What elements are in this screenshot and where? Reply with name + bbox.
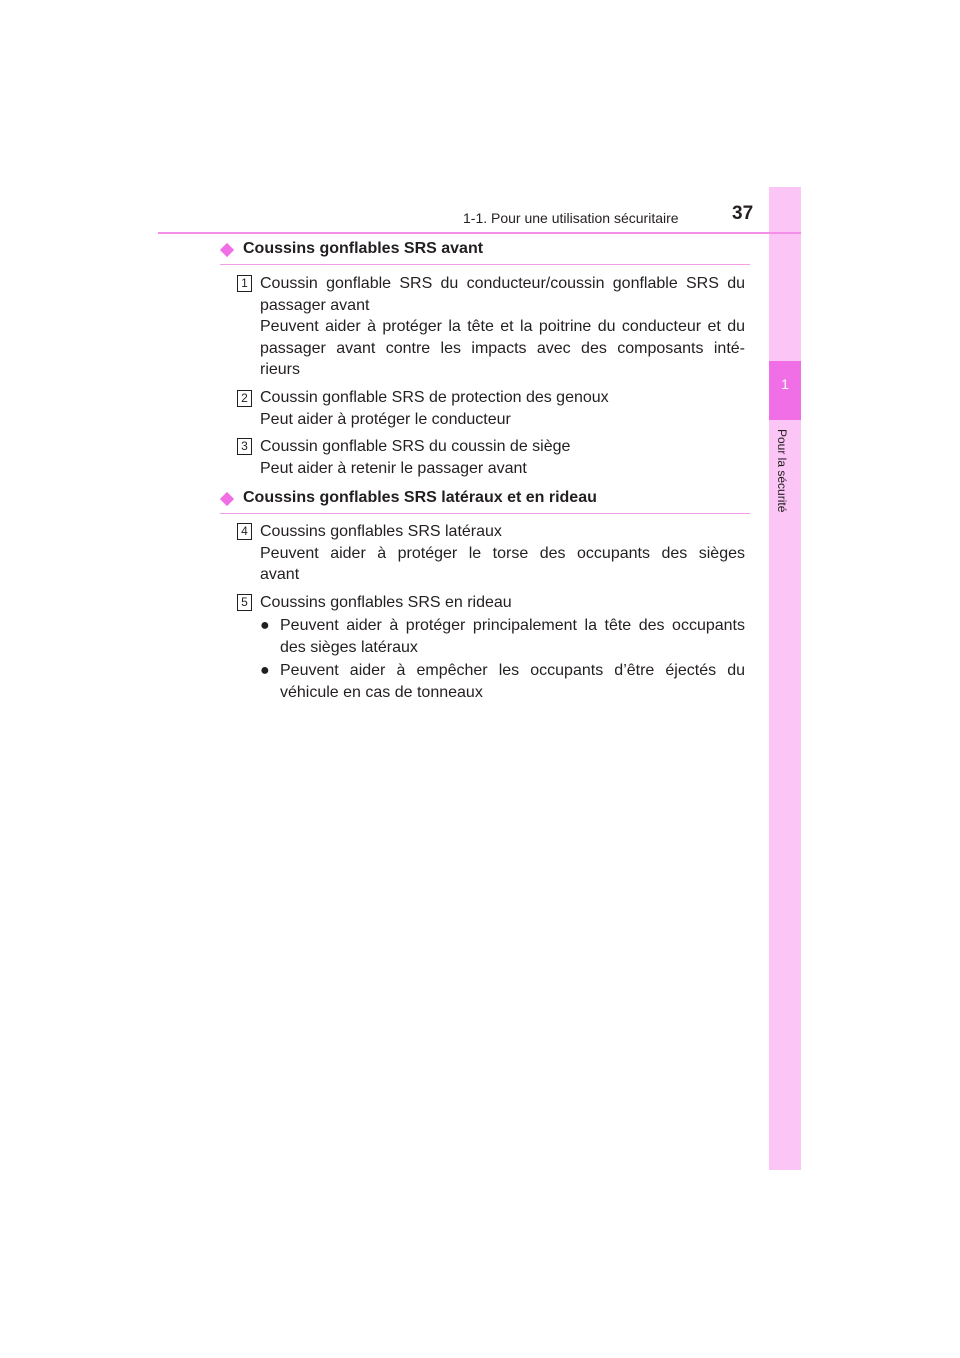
list-item [260, 436, 745, 479]
section-title: Coussins gonflables SRS avant [243, 240, 484, 257]
bullet-icon: ● [260, 662, 270, 679]
chapter-name: Pour la sécurité [775, 429, 789, 513]
item-text-line: passager avant contre les impacts avec des composants inté- [260, 339, 745, 357]
item-text-line: Peut aider à protéger le conducteur [260, 410, 511, 428]
item-number-badge: 2 [237, 390, 252, 407]
list-item [260, 521, 745, 586]
list-item [260, 592, 745, 614]
item-text-line: Peut aider à retenir le passager avant [260, 459, 527, 477]
item-text-line: rieurs [260, 361, 301, 378]
running-header-title: 1-1. Pour une utilisation sécuritaire [463, 210, 679, 226]
item-text-line: Coussins gonflables SRS latéraux [260, 523, 502, 540]
diamond-icon [220, 243, 234, 257]
item-text-line: Coussin gonflable SRS de protection des genoux [260, 389, 609, 406]
header-divider [158, 232, 801, 234]
section-title: Coussins gonflables SRS latéraux et en rideau [243, 489, 597, 506]
item-text-line: avant [260, 566, 300, 583]
chapter-sidebar [769, 187, 801, 1170]
bullet-text-line: Peuvent aider à protéger principalement la tête des occupants [280, 617, 745, 634]
item-number-badge: 4 [237, 523, 252, 540]
item-text-line: Coussin gonflable SRS du conducteur/coussin gonflable SRS du [260, 275, 745, 292]
item-number-badge: 1 [237, 275, 252, 292]
list-item [260, 387, 745, 430]
bullet-text-line: Peuvent aider à empêcher les occupants d’être éjectés du [280, 662, 745, 679]
item-text-line: passager avant [260, 296, 370, 314]
page-number: 37 [732, 203, 754, 224]
item-text-line: Peuvent aider à protéger le torse des occupants des sièges [260, 544, 745, 562]
section-heading [220, 240, 750, 265]
section-heading [220, 489, 750, 514]
item-number-badge: 5 [237, 594, 252, 611]
diamond-icon [220, 492, 234, 506]
list-item [260, 273, 745, 381]
chapter-number: 1 [781, 376, 789, 392]
item-text-line: Coussins gonflables SRS en rideau [260, 594, 512, 611]
bullet-icon: ● [260, 617, 270, 634]
item-text-line: Coussin gonflable SRS du coussin de siège [260, 438, 571, 455]
bullet-text-line: véhicule en cas de tonneaux [280, 683, 483, 701]
item-text-line: Peuvent aider à protéger la tête et la poitrine du conducteur et du [260, 318, 745, 335]
item-number-badge: 3 [237, 438, 252, 455]
bullet-text-line: des sièges latéraux [280, 638, 418, 656]
